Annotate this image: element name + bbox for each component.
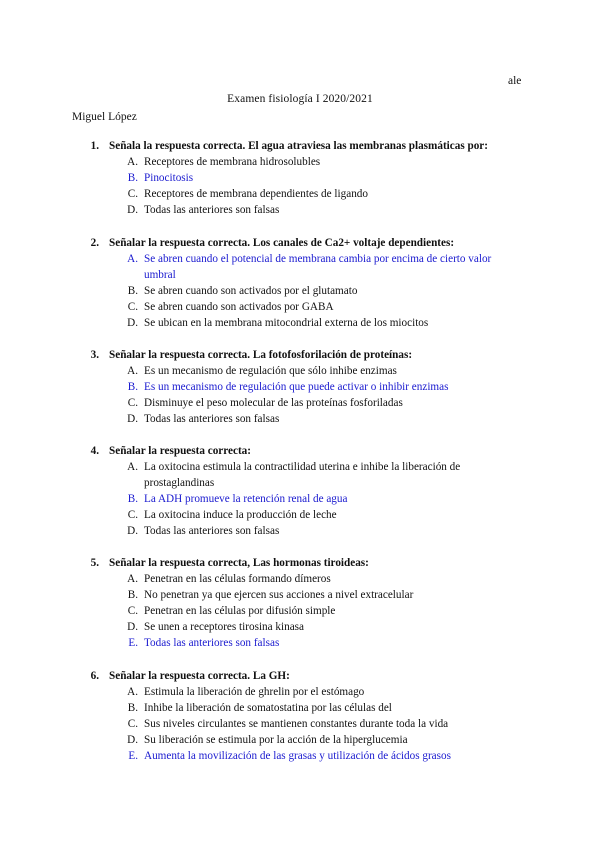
option-text: Inhibe la liberación de somatostatina por las células del xyxy=(144,702,392,714)
question-header xyxy=(72,443,532,459)
answer-option-a xyxy=(109,363,532,379)
option-text: Penetran en las células formando dímeros xyxy=(144,573,331,585)
option-text: Se abren cuando el potencial de membrana cambia por encima de cierto valor umbral xyxy=(144,253,492,281)
question-1 xyxy=(72,138,532,218)
option-letter: D. xyxy=(127,525,138,537)
option-letter: A. xyxy=(127,253,138,265)
option-text: Todas las anteriores son falsas xyxy=(144,413,280,425)
answer-option-c xyxy=(109,186,532,202)
option-letter: D. xyxy=(127,734,138,746)
answer-option-d xyxy=(109,411,532,427)
option-letter: B. xyxy=(127,493,138,505)
answer-option-c xyxy=(109,716,532,732)
answer-option-b xyxy=(109,700,532,716)
answer-option-e xyxy=(109,748,532,764)
option-letter: D. xyxy=(127,204,138,216)
option-letter: A. xyxy=(127,461,138,473)
exam-title: Examen fisiología I 2020/2021 xyxy=(227,93,373,105)
option-letter: D. xyxy=(127,317,138,329)
answer-option-c xyxy=(109,603,532,619)
answer-option-a xyxy=(109,684,532,700)
answer-option-d xyxy=(109,315,532,331)
answer-option-d xyxy=(109,732,532,748)
option-letter: C. xyxy=(127,397,138,409)
answer-option-c xyxy=(109,299,532,315)
option-text: Penetran en las células por difusión simple xyxy=(144,605,336,617)
answer-option-c xyxy=(109,395,532,411)
option-letter: B. xyxy=(127,381,138,393)
option-letter: A. xyxy=(127,365,138,377)
answer-option-a xyxy=(109,459,532,491)
option-text: Todas las anteriores son falsas xyxy=(144,637,280,649)
question-number: 6. xyxy=(90,670,99,682)
question-header xyxy=(72,555,532,571)
answer-option-e xyxy=(109,635,532,651)
option-text: Se ubican en la membrana mitocondrial externa de los miocitos xyxy=(144,317,429,329)
question-text: Señalar la respuesta correcta. La fotofosforilación de proteínas: xyxy=(109,349,413,361)
option-letter: B. xyxy=(127,285,138,297)
option-text: Sus niveles circulantes se mantienen constantes durante toda la vida xyxy=(144,718,449,730)
option-letter: B. xyxy=(127,589,138,601)
question-number: 1. xyxy=(90,140,99,152)
option-letter: A. xyxy=(127,156,138,168)
option-letter: C. xyxy=(127,718,138,730)
answer-option-b xyxy=(109,170,532,186)
option-letter: D. xyxy=(127,413,138,425)
option-letter: B. xyxy=(127,172,138,184)
option-text: Es un mecanismo de regulación que sólo inhibe enzimas xyxy=(144,365,397,377)
option-text: Pinocitosis xyxy=(144,172,194,184)
option-text: Es un mecanismo de regulación que puede activar o inhibir enzimas xyxy=(144,381,449,393)
option-letter: A. xyxy=(127,573,138,585)
option-letter: E. xyxy=(128,637,138,649)
option-text: Estimula la liberación de ghrelin por el estómago xyxy=(144,686,365,698)
option-text: Todas las anteriores son falsas xyxy=(144,204,280,216)
question-5 xyxy=(72,555,532,651)
question-header xyxy=(72,347,532,363)
question-number: 4. xyxy=(90,445,99,457)
answer-option-a xyxy=(109,571,532,587)
option-text: Aumenta la movilización de las grasas y utilización de ácidos grasos xyxy=(144,750,451,762)
question-text: Señalar la respuesta correcta: xyxy=(109,445,251,457)
author-name: Miguel López xyxy=(72,111,137,123)
option-letter: C. xyxy=(127,301,138,313)
question-number: 2. xyxy=(90,237,99,249)
question-4 xyxy=(72,443,532,539)
option-text: La oxitocina induce la producción de leche xyxy=(144,509,337,521)
question-text: Señalar la respuesta correcta. La GH: xyxy=(109,670,290,682)
question-2 xyxy=(72,235,532,331)
question-header xyxy=(72,235,532,251)
question-text: Señalar la respuesta correcta, Las hormonas tiroideas: xyxy=(109,557,369,569)
answer-option-c xyxy=(109,507,532,523)
question-header xyxy=(72,668,532,684)
answer-option-d xyxy=(109,202,532,218)
question-number: 5. xyxy=(90,557,99,569)
option-text: Se abren cuando son activados por GABA xyxy=(144,301,334,313)
option-text: Receptores de membrana dependientes de ligando xyxy=(144,188,368,200)
answer-option-a xyxy=(109,154,532,170)
question-text: Señala la respuesta correcta. El agua atraviesa las membranas plasmáticas por: xyxy=(109,140,488,152)
option-letter: D. xyxy=(127,621,138,633)
answer-option-d xyxy=(109,619,532,635)
answer-option-b xyxy=(109,587,532,603)
question-text: Señalar la respuesta correcta. Los canales de Ca2+ voltaje dependientes: xyxy=(109,237,455,249)
option-letter: C. xyxy=(127,605,138,617)
question-3 xyxy=(72,347,532,427)
option-text: Disminuye el peso molecular de las proteínas fosforiladas xyxy=(144,397,403,409)
answer-option-b xyxy=(109,283,532,299)
option-letter: A. xyxy=(127,686,138,698)
option-letter: C. xyxy=(127,188,138,200)
option-letter: C. xyxy=(127,509,138,521)
option-text: Su liberación se estimula por la acción de la hiperglucemia xyxy=(144,734,408,746)
option-text: La oxitocina estimula la contractilidad uterina e inhibe la liberación de prostaglandinas xyxy=(144,461,461,489)
answer-option-b xyxy=(109,491,532,507)
page-corner-label: ale xyxy=(508,75,522,87)
option-text: La ADH promueve la retención renal de agua xyxy=(144,493,348,505)
option-text: Receptores de membrana hidrosolubles xyxy=(144,156,321,168)
option-letter: E. xyxy=(128,750,138,762)
option-text: Se abren cuando son activados por el glutamato xyxy=(144,285,358,297)
question-6 xyxy=(72,668,532,764)
option-text: Se unen a receptores tirosina kinasa xyxy=(144,621,304,633)
option-letter: B. xyxy=(127,702,138,714)
answer-option-d xyxy=(109,523,532,539)
answer-option-b xyxy=(109,379,532,395)
answer-option-a xyxy=(109,251,532,283)
question-header xyxy=(72,138,532,154)
option-text: Todas las anteriores son falsas xyxy=(144,525,280,537)
option-text: No penetran ya que ejercen sus acciones a nivel extracelular xyxy=(144,589,414,601)
question-number: 3. xyxy=(90,349,99,361)
